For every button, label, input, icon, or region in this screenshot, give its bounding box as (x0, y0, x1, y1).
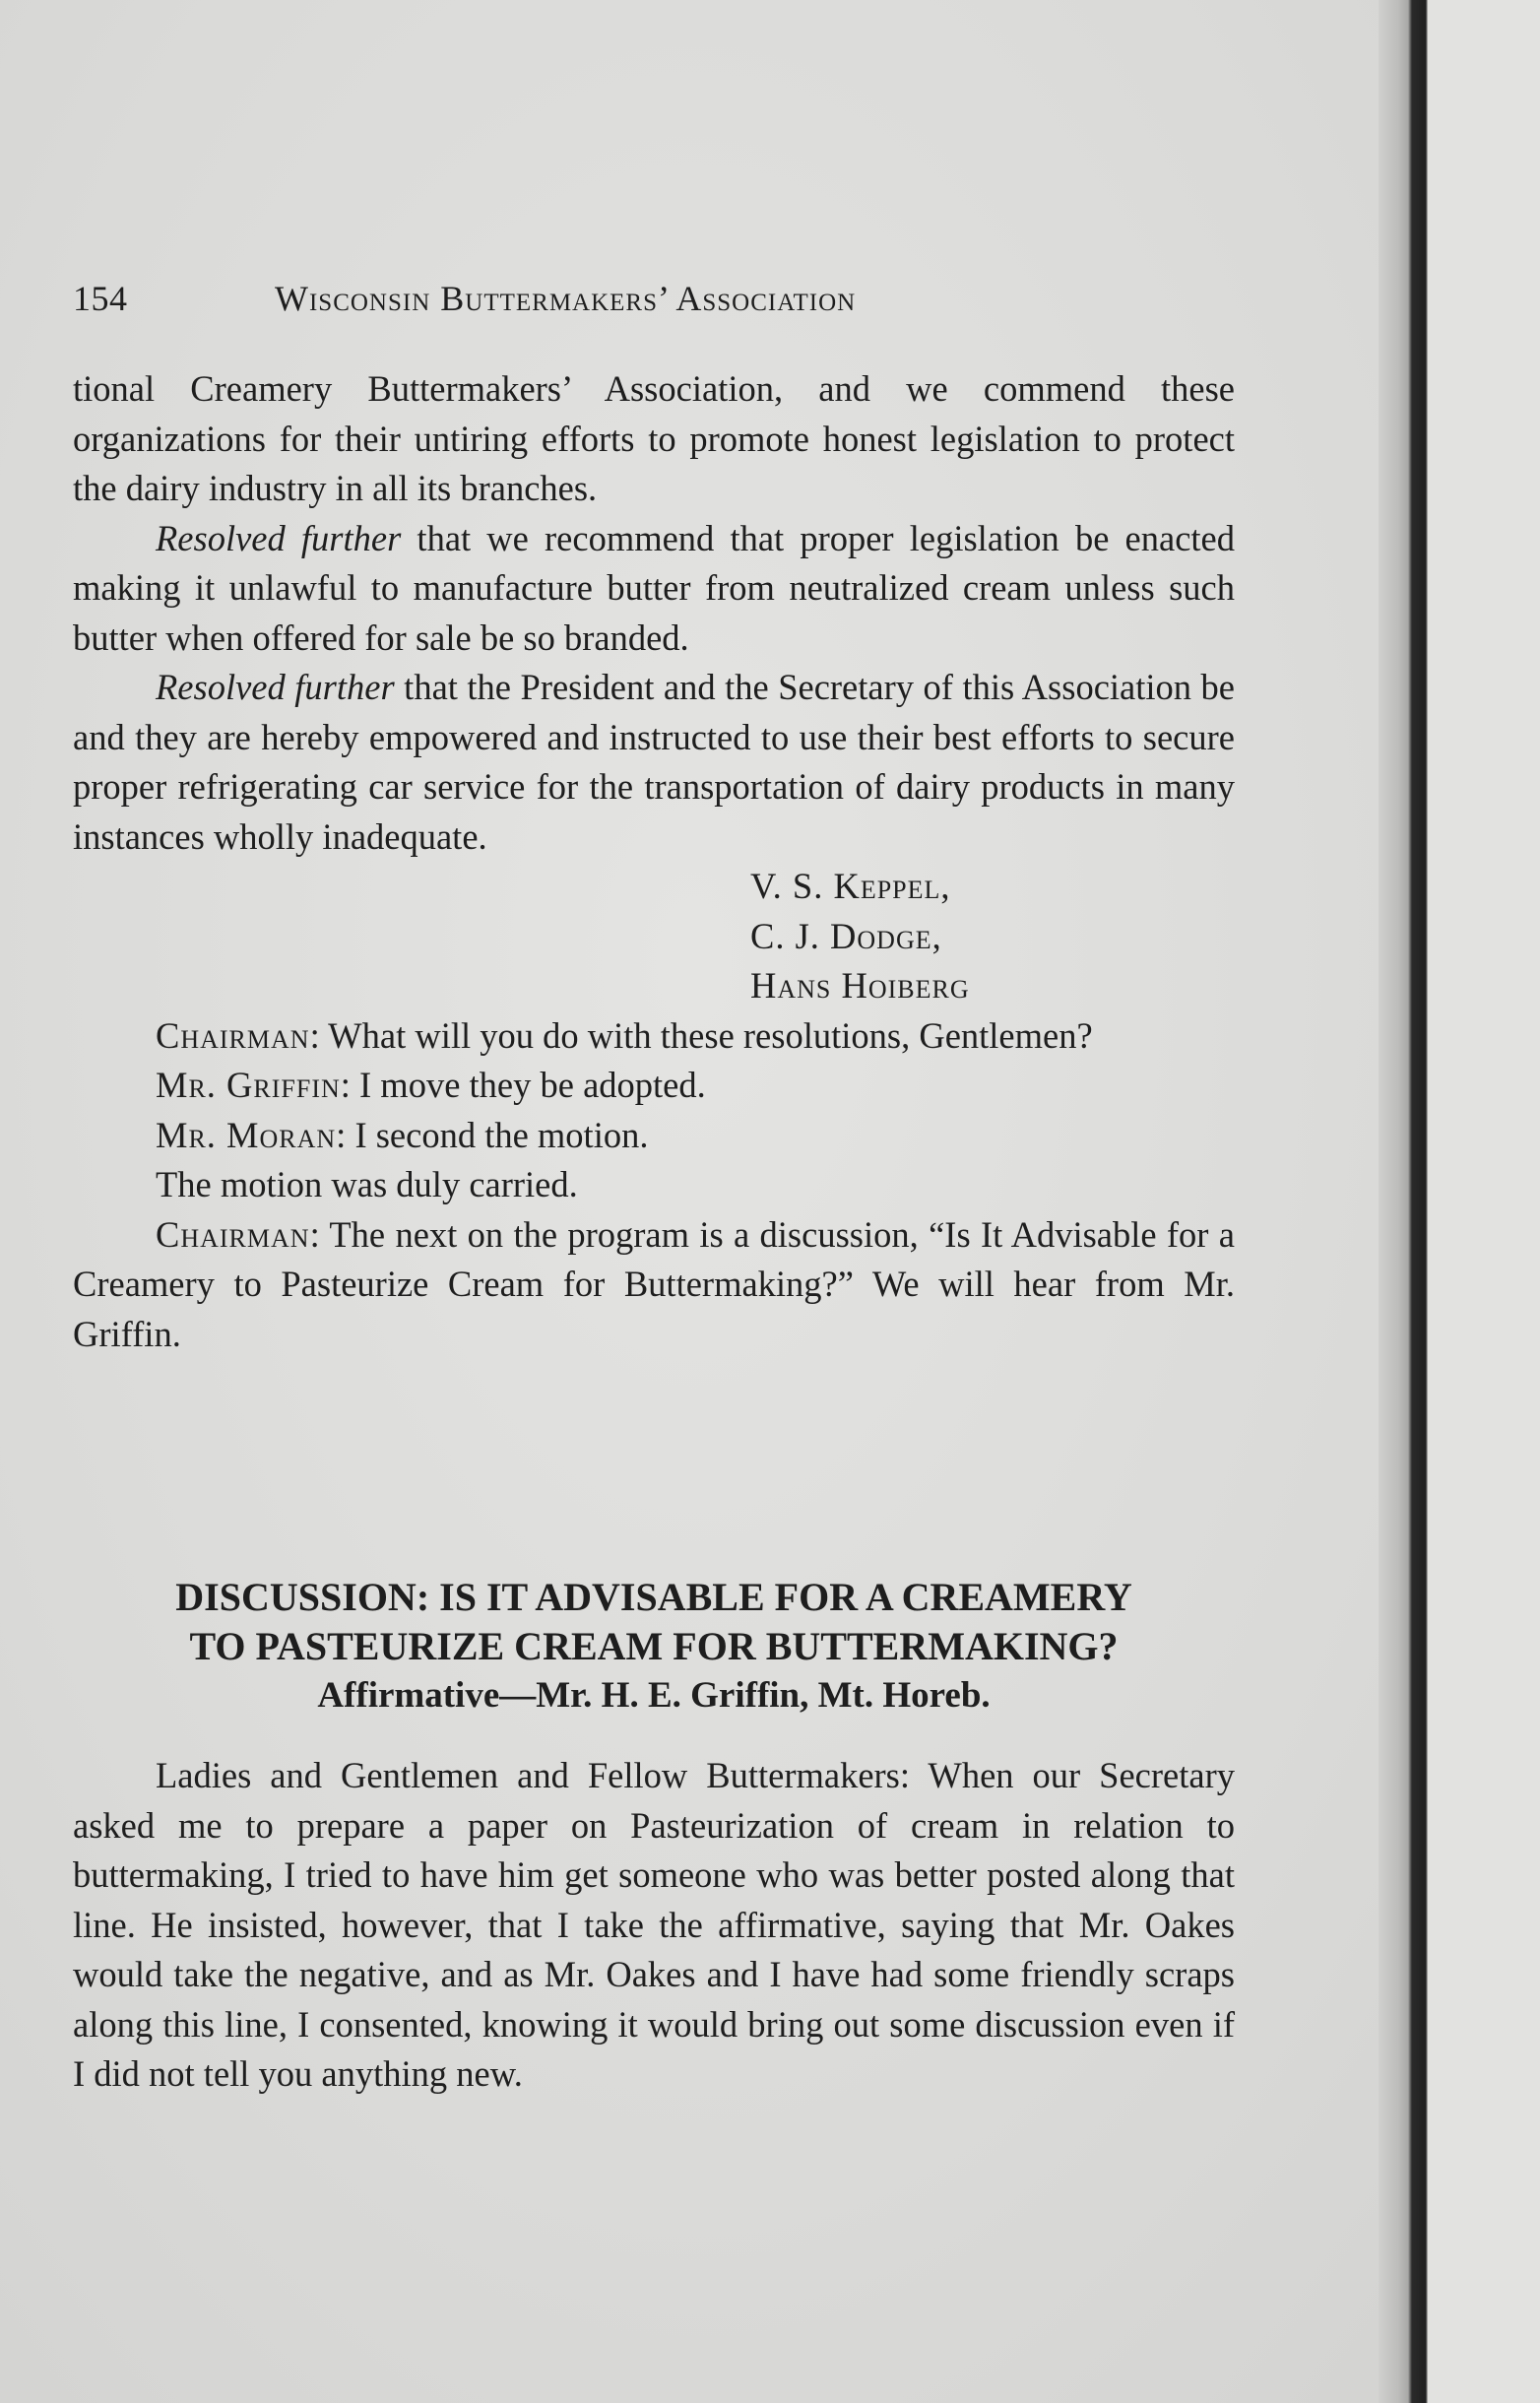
running-header (73, 278, 1235, 319)
resolution-label: Resolved further (156, 517, 402, 558)
speaker: Mr. Griffin (156, 1065, 341, 1105)
paragraph: Resolved further that we recommend that proper legislation be enacted making it unlawful to manufacture butter from neutralized cream unless such butter when offered for sale be so branded. (73, 517, 1235, 658)
dialogue-line: Chairman: What will you do with these resolutions, Gentlemen? (156, 1014, 1093, 1056)
dialogue-line: Mr. Griffin: I move they be adopted. (156, 1065, 706, 1105)
signature: V. S. Keppel, (750, 866, 951, 906)
paragraph: Resolved further that the President and the Secretary of this Association be and they are hereby empowered and instructed to use their best efforts to secure proper refrigerating car service for the transportation of dairy products in many instances wholly inadequate. (73, 667, 1235, 857)
resolution-label: Resolved further (156, 667, 395, 707)
heading-line: TO PASTEURIZE CREAM FOR BUTTERMAKING? (189, 1624, 1119, 1668)
signature: C. J. Dodge, (750, 915, 942, 956)
dialogue-line: Chairman: The next on the program is a discussion, “Is It Advisable for a Creamery to Pasteurize Cream for Buttermaking?” We will hear from Mr. Griffin. (73, 1213, 1235, 1354)
speaker: Chairman (156, 1213, 310, 1255)
speaker: Mr. Moran (156, 1114, 337, 1155)
speaker: Chairman (156, 1014, 310, 1056)
dialogue-line: The motion was duly carried. (156, 1164, 578, 1204)
body-text (73, 364, 1235, 1359)
heading-line: DISCUSSION: IS IT ADVISABLE FOR A CREAMERY (175, 1575, 1132, 1619)
facing-page-edge (1428, 0, 1540, 2403)
dialogue-line: Mr. Moran: I second the motion. (156, 1114, 649, 1155)
subheading: Affirmative—Mr. H. E. Griffin, Mt. Horeb. (317, 1675, 991, 1716)
paragraph: tional Creamery Buttermakers’ Association, and we commend these organizations for their untiring efforts to promote honest legislation to protect the dairy industry in all its branches. (73, 368, 1235, 508)
section-heading (73, 1573, 1235, 1721)
section-body (73, 1751, 1235, 2100)
paragraph: Ladies and Gentlemen and Fellow Buttermakers: When our Secretary asked me to prepare a paper on Pasteurization of cream in relation to buttermaking, I tried to have him get someone who was better posted along that line. He insisted, however, that I take the affirmative, saying that Mr. Oakes would take the negative, and as Mr. Oakes and I have had some friendly scraps along this line, I consented, knowing it would bring out some discussion even if I did not tell you anything new. (73, 1755, 1235, 2094)
running-title: Wisconsin Buttermakers’ Association (275, 279, 857, 318)
book-spine (1379, 0, 1428, 2403)
page-number: 154 (73, 279, 128, 318)
signature: Hans Hoiberg (750, 965, 970, 1006)
